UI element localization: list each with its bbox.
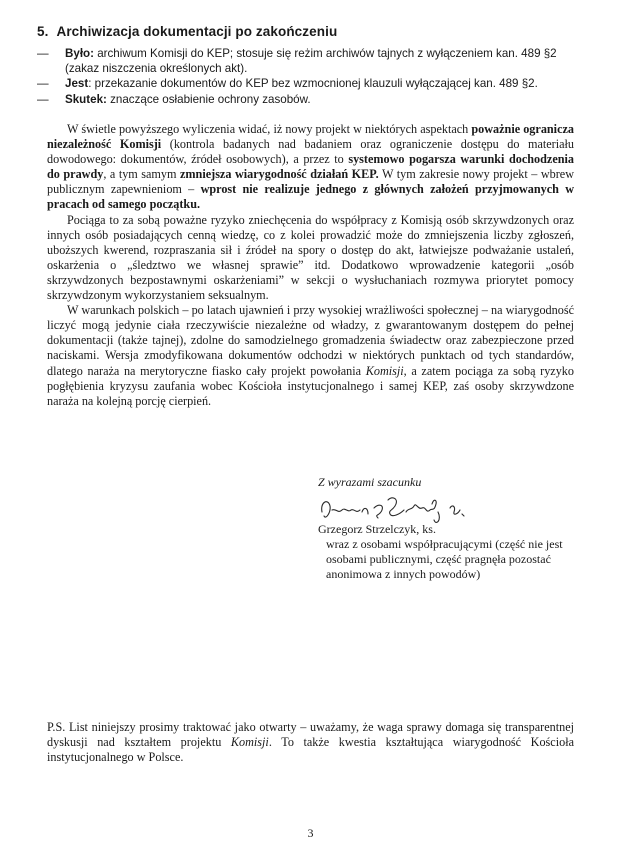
list-item bbox=[37, 92, 582, 107]
list-item-label: Jest bbox=[65, 77, 89, 91]
ps-italic-b: Komisji bbox=[230, 735, 269, 750]
list-dash: — bbox=[37, 77, 49, 91]
page-number: 3 bbox=[307, 826, 314, 840]
p3-text-a: W warunkach polskich – po latach ujawnień i przy wysokiej wrażliwości społecznej – na wiarygodność liczyć mogą jedynie ciała rzeczywiście niezależne od władzy, z gwarantowanym dostępem do pełnej dokumentacji (także tajnej), zdolne do samodzielnego gromadzenia świadectw oraz zabezpieczone przed naciskami. Wersja zmodyfikowana dokumentów odchodzi w niektórych punktach od tych standardów, dlatego naraża na merytoryczne fiasko cały projekt powołania bbox=[47, 303, 574, 378]
ps-text-c: . To także kwestia kształtująca wiarygodność Kościoła instytucjonalnego w Polsce. bbox=[47, 735, 574, 765]
list-dash: — bbox=[37, 47, 49, 60]
section-title: Archiwizacja dokumentacji po zakończeniu bbox=[56, 24, 338, 39]
p1-bold-d: systemowo pogarsza warunki dochodzenia do prawdy bbox=[47, 152, 574, 182]
paragraph-3 bbox=[47, 303, 574, 409]
list-item bbox=[37, 76, 582, 91]
p1-bold-b: poważnie ogranicza niezależność Komisji bbox=[47, 122, 574, 152]
list-dash: — bbox=[37, 92, 49, 106]
list-item-text: znaczące osłabienie ochrony zasobów. bbox=[106, 92, 311, 106]
regards-text: Z wyrazami szacunku bbox=[318, 475, 422, 489]
postscript bbox=[47, 720, 574, 766]
body-text bbox=[47, 122, 574, 409]
list-item-label: Skutek: bbox=[65, 92, 107, 106]
section-number: 5. bbox=[37, 24, 49, 39]
p1-text-a: W świetle powyższego wyliczenia widać, iż nowy projekt w niektórych aspektach bbox=[67, 122, 472, 136]
p1-bold-h: wprost nie realizuje jednego z głównych założeń przyjmowanych w pracach od samego początku. bbox=[47, 182, 574, 212]
signer-block bbox=[318, 522, 588, 582]
p1-bold-f: zmniejsza wiarygodność działań KEP. bbox=[180, 167, 379, 182]
p3-italic-b: Komisji bbox=[365, 363, 404, 378]
list-item-text: : przekazanie dokumentów do KEP bez wzmocnionej klauzuli wyłączającej kan. 489 §2. bbox=[88, 77, 538, 91]
signer-note: wraz z osobami współpracującymi (część nie jest osobami publicznymi, część pragnęła pozostać anonimowa z innych powodów) bbox=[326, 537, 563, 581]
ps-text-a: P.S. List niniejszy prosimy traktować jako otwarty – uważamy, że waga sprawy domaga się transparentnej dyskusji nad kształtem projektu bbox=[47, 720, 574, 750]
list-item-label: Było: bbox=[65, 47, 94, 60]
p1-text-c: (kontrola badanych nad badaniem oraz ograniczenie dostępu do materiału dowodowego: dokumentów, źródeł osobowych), a przez to bbox=[47, 137, 575, 167]
p1-text-g: W tym zakresie nowy projekt – wbrew publicznym zapewnieniom – bbox=[47, 167, 575, 197]
section-heading bbox=[37, 24, 337, 39]
paragraph-1 bbox=[47, 122, 574, 213]
signer-name: Grzegorz Strzelczyk, ks. bbox=[318, 522, 436, 536]
list-item bbox=[37, 46, 582, 76]
paragraph-2: Pociąga to za sobą poważne ryzyko zniechęcenia do współpracy z Komisją osób skrzywdzonych oraz innych osób posiadających cenną wiedzę, co z kolei prowadzić może do zmniejszenia liczby zgłoszeń, uboższych kwerend, rozpraszania sił i źródeł na spory o dostęp do akt, łatwiejsze podważanie ustaleń, oskarżenia o „śledztwo we własnej sprawie” itd. Dodatkowo wprowadzenie kategorii „osób skrzywdzonych bezpostawnymi oskarżeniami” w sekcji o wysłuchaniach rozmywa priorytet pomocy skrzywdzonym wykorzystaniem seksualnym. bbox=[47, 212, 574, 303]
p3-text-c: , a zatem pociąga za sobą ryzyko pogłębienia kryzysu zaufania wobec Kościoła instytucjonalnego i samej KEP, zaś osoby skrzywdzone naraża na kolejną porcję cierpień. bbox=[47, 363, 574, 408]
p1-text-e: , a tym samym bbox=[103, 167, 180, 182]
list-item-text: archiwum Komisji do KEP; stosuje się reżim archiwów tajnych z wyłączeniem kan. 489 §2 (zakaz niszczenia określonych akt). bbox=[65, 47, 557, 76]
comparison-list bbox=[37, 46, 582, 107]
closing-regards bbox=[318, 475, 588, 490]
